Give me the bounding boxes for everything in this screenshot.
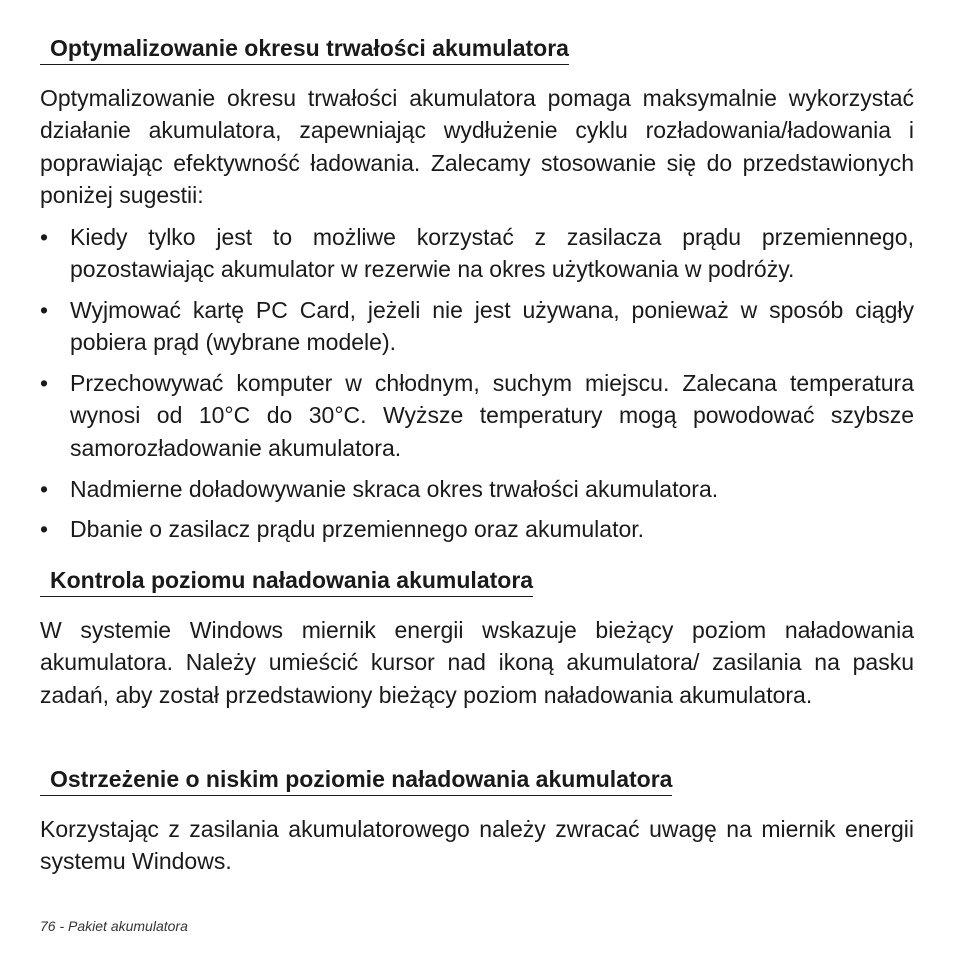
section-heading-charge-level: Kontrola poziomu naładowania akumulatora	[40, 565, 533, 597]
list-item	[40, 221, 914, 286]
page-footer: 76 - Pakiet akumulatora	[40, 918, 188, 934]
section-heading-battery-life-wrap	[40, 33, 569, 65]
section-heading-low-battery-wrap	[40, 764, 672, 796]
paragraph-battery-life-intro: Optymalizowanie okresu trwałości akumulatora pomaga maksymalnie wykorzystać działanie akumulatora, zapewniając wydłużenie cyklu rozładowania/ładowania i poprawiając efektywność ładowania. Zalecamy stosowanie się do przedstawionych poniżej sugestii:	[40, 85, 914, 208]
list-item-text: Wyjmować kartę PC Card, jeżeli nie jest używana, ponieważ w sposób ciągły pobiera prąd (wybrane modele).	[70, 297, 914, 356]
list-item-text: Dbanie o zasilacz prądu przemiennego oraz akumulator.	[70, 516, 645, 543]
bullet-dot: •	[40, 224, 49, 250]
section-heading-low-battery: Ostrzeżenie o niskim poziomie naładowania akumulatora	[40, 764, 672, 796]
section-heading-charge-level-wrap	[40, 565, 533, 597]
list-item	[40, 367, 914, 464]
bullet-dot: •	[40, 475, 49, 502]
paragraph-low-battery: Korzystając z zasilania akumulatorowego należy zwracać uwagę na miernik energii systemu Windows.	[40, 816, 914, 875]
section-heading-battery-life: Optymalizowanie okresu trwałości akumulatora	[40, 33, 569, 65]
list-item	[40, 473, 914, 505]
list-item-text: Nadmierne doładowywanie skraca okres trwałości akumulatora.	[70, 475, 719, 502]
paragraph-charge-level: W systemie Windows miernik energii wskazuje bieżący poziom naładowania akumulatora. Należy umieścić kursor nad ikoną akumulatora/ zasilania na pasku zadań, aby został przedstawiony bieżący poziom naładowania akumulatora.	[40, 617, 914, 708]
list-item	[40, 513, 914, 545]
bullet-list-battery-tips	[40, 221, 914, 554]
bullet-dot: •	[40, 516, 49, 543]
bullet-dot: •	[40, 297, 49, 324]
bullet-dot: •	[40, 370, 49, 397]
list-item-text: Przechowywać komputer w chłodnym, suchym miejscu. Zalecana temperatura wynosi od 10°C do 30°C. Wyższe temperatury mogą powodować szybsze samorozładowanie akumulatora.	[70, 370, 914, 461]
list-item-text: Kiedy tylko jest to możliwe korzystać z zasilacza prądu przemiennego, pozostawiając akumulator w rezerwie na okres użytkowania w podróży.	[70, 224, 914, 283]
list-item	[40, 294, 914, 359]
